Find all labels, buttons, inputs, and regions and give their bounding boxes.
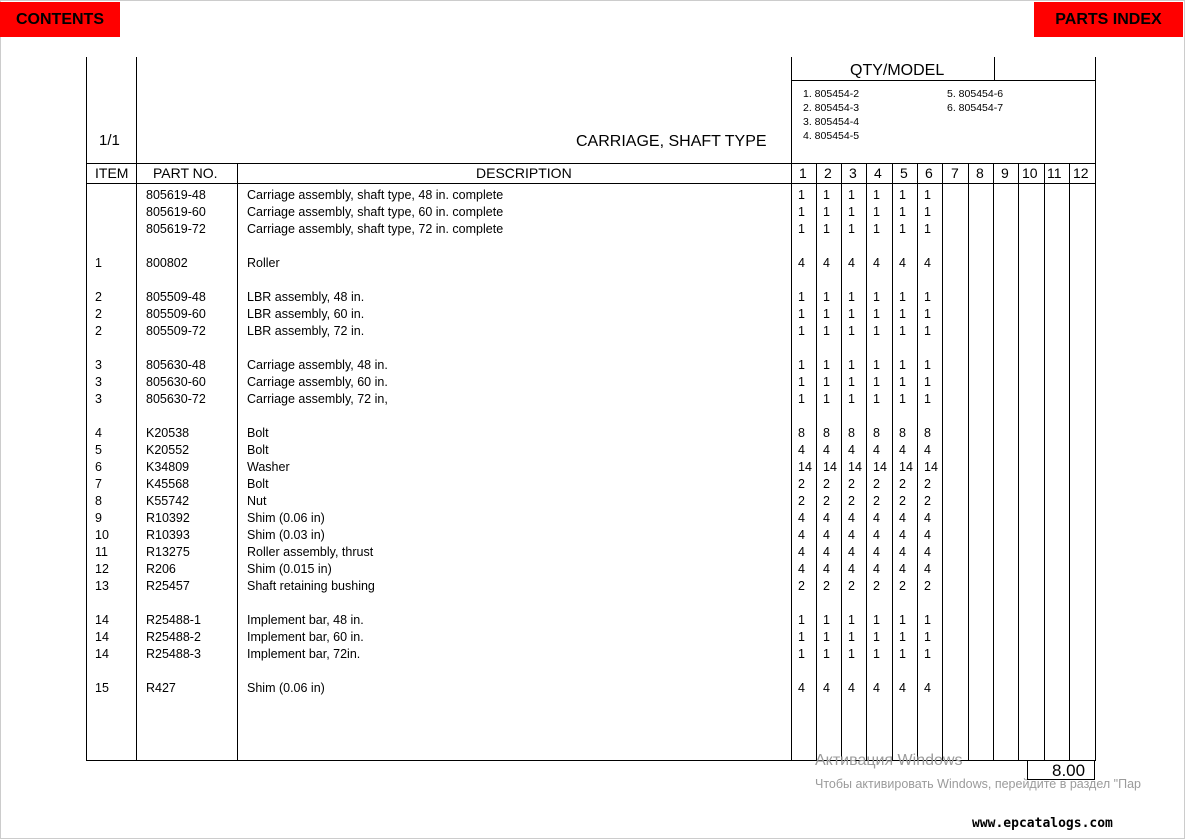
qty-cell: 1 — [873, 307, 880, 321]
item-number-cell: 9 — [95, 511, 102, 525]
description-cell: Shim (0.015 in) — [247, 562, 332, 576]
table-row — [0, 374, 1185, 391]
item-number-cell: 3 — [95, 392, 102, 406]
qty-cell: 1 — [848, 307, 855, 321]
qty-cell: 1 — [873, 392, 880, 406]
qty-cell: 4 — [823, 256, 830, 270]
qty-cell: 8 — [823, 426, 830, 440]
qty-cell: 1 — [823, 205, 830, 219]
qty-cell: 4 — [823, 562, 830, 576]
model-item: 6. 805454-7 — [947, 102, 1004, 114]
site-watermark: www.epcatalogs.com — [972, 816, 1113, 831]
part-number-cell: R10393 — [146, 528, 190, 542]
qty-cell: 1 — [823, 358, 830, 372]
table-row — [0, 187, 1185, 204]
qty-cell: 4 — [924, 256, 931, 270]
qty-cell: 1 — [848, 613, 855, 627]
part-number-cell: R13275 — [146, 545, 190, 559]
qty-cell: 1 — [798, 358, 805, 372]
item-number-cell: 8 — [95, 494, 102, 508]
qty-cell: 2 — [899, 477, 906, 491]
qty-cell: 4 — [798, 562, 805, 576]
qty-cell: 1 — [823, 222, 830, 236]
part-number-cell: 805619-60 — [146, 205, 206, 219]
qty-cell: 1 — [924, 307, 931, 321]
part-number-cell: 805509-60 — [146, 307, 206, 321]
qty-cell: 4 — [848, 545, 855, 559]
col-header-model-12: 12 — [1073, 165, 1089, 181]
table-row — [0, 561, 1185, 578]
qty-cell: 14 — [848, 460, 862, 474]
col-header-model-11: 11 — [1047, 165, 1062, 181]
page-title: CARRIAGE, SHAFT TYPE — [576, 133, 767, 150]
model-list-left — [803, 87, 859, 143]
qty-cell: 1 — [848, 324, 855, 338]
description-cell: LBR assembly, 48 in. — [247, 290, 365, 304]
qty-cell: 1 — [924, 205, 931, 219]
qty-cell: 1 — [899, 205, 906, 219]
qty-cell: 1 — [924, 375, 931, 389]
qty-cell: 4 — [823, 511, 830, 525]
item-number-cell: 11 — [95, 545, 108, 559]
qty-cell: 2 — [924, 477, 931, 491]
qty-cell: 4 — [873, 681, 880, 695]
item-number-cell: 2 — [95, 290, 102, 304]
col-header-model-9: 9 — [1001, 165, 1009, 181]
part-number-cell: K20538 — [146, 426, 190, 440]
qty-cell: 2 — [873, 579, 880, 593]
qty-cell: 8 — [924, 426, 931, 440]
description-cell: Implement bar, 48 in. — [247, 613, 364, 627]
col-header-model-8: 8 — [976, 165, 984, 181]
qty-cell: 1 — [899, 375, 906, 389]
page-indicator: 1/1 — [99, 132, 120, 149]
description-cell: Carriage assembly, 48 in. — [247, 358, 388, 372]
item-number-cell: 6 — [95, 460, 102, 474]
qty-cell: 1 — [798, 290, 805, 304]
qty-cell: 4 — [848, 681, 855, 695]
item-number-cell: 7 — [95, 477, 102, 491]
qty-cell: 1 — [798, 188, 805, 202]
part-number-cell: R25488-3 — [146, 647, 201, 661]
part-number-cell: 805630-60 — [146, 375, 206, 389]
qty-cell: 1 — [873, 613, 880, 627]
item-number-cell: 12 — [95, 562, 109, 576]
qty-cell: 1 — [798, 222, 805, 236]
qty-cell: 4 — [899, 681, 906, 695]
qty-cell: 2 — [823, 579, 830, 593]
col-header-model-6: 6 — [925, 165, 933, 181]
col-header-item: ITEM — [95, 165, 129, 181]
model-item: 5. 805454-6 — [947, 88, 1004, 100]
description-cell: Shim (0.06 in) — [247, 511, 325, 525]
qty-cell: 1 — [899, 392, 906, 406]
model-list-right — [947, 87, 1003, 115]
col-header-model-5: 5 — [900, 165, 908, 181]
qty-cell: 1 — [873, 222, 880, 236]
qty-cell: 1 — [823, 290, 830, 304]
item-number-cell: 5 — [95, 443, 102, 457]
description-cell: Shim (0.06 in) — [247, 681, 325, 695]
part-number-cell: 800802 — [146, 256, 188, 270]
part-number-cell: K45568 — [146, 477, 190, 491]
qty-cell: 1 — [873, 630, 880, 644]
qty-cell: 1 — [924, 630, 931, 644]
qty-cell: 1 — [899, 630, 906, 644]
qty-cell: 1 — [899, 613, 906, 627]
qty-cell: 4 — [848, 511, 855, 525]
table-row — [0, 306, 1185, 323]
qty-cell: 1 — [798, 630, 805, 644]
col-header-model-7: 7 — [951, 165, 959, 181]
qty-cell: 1 — [848, 630, 855, 644]
description-cell: Carriage assembly, shaft type, 48 in. complete — [247, 188, 504, 202]
item-number-cell: 10 — [95, 528, 109, 542]
table-row — [0, 442, 1185, 459]
qty-cell: 1 — [848, 188, 855, 202]
qty-cell: 8 — [899, 426, 906, 440]
qty-cell: 4 — [873, 443, 880, 457]
qty-cell: 1 — [823, 375, 830, 389]
qty-cell: 2 — [798, 579, 805, 593]
description-cell: Roller assembly, thrust — [247, 545, 374, 559]
qty-cell: 1 — [848, 205, 855, 219]
qty-cell: 2 — [823, 494, 830, 508]
activation-watermark-text: Чтобы активировать Windows, перейдите в раздел "Пар — [815, 777, 1141, 791]
qty-cell: 4 — [873, 511, 880, 525]
description-cell: Implement bar, 72in. — [247, 647, 361, 661]
qty-cell: 4 — [899, 528, 906, 542]
qty-cell: 1 — [798, 647, 805, 661]
description-cell: Carriage assembly, 60 in. — [247, 375, 388, 389]
qty-cell: 14 — [924, 460, 938, 474]
table-row — [0, 493, 1185, 510]
item-number-cell: 2 — [95, 307, 102, 321]
page-number: 8.00 — [1052, 761, 1086, 780]
qty-cell: 4 — [899, 443, 906, 457]
description-cell: LBR assembly, 72 in. — [247, 324, 365, 338]
item-number-cell: 13 — [95, 579, 109, 593]
table-row — [0, 204, 1185, 221]
description-cell: Bolt — [247, 443, 269, 457]
activation-watermark-title: Активация Windows — [815, 752, 963, 769]
qty-cell: 1 — [899, 647, 906, 661]
qty-cell: 2 — [899, 579, 906, 593]
item-number-cell: 3 — [95, 358, 102, 372]
table-row — [0, 255, 1185, 272]
description-cell: Carriage assembly, shaft type, 60 in. complete — [247, 205, 504, 219]
qty-cell: 1 — [873, 647, 880, 661]
col-header-model-10: 10 — [1022, 165, 1038, 181]
qty-cell: 1 — [873, 375, 880, 389]
part-number-cell: 805630-48 — [146, 358, 206, 372]
qty-cell: 1 — [823, 324, 830, 338]
qty-cell: 1 — [823, 307, 830, 321]
qty-cell: 14 — [823, 460, 837, 474]
item-number-cell: 15 — [95, 681, 109, 695]
part-number-cell: R25457 — [146, 579, 190, 593]
table-row — [0, 289, 1185, 306]
qty-cell: 4 — [798, 511, 805, 525]
qty-cell: 2 — [899, 494, 906, 508]
qty-cell: 4 — [899, 511, 906, 525]
qty-cell: 1 — [823, 630, 830, 644]
qty-cell: 1 — [798, 392, 805, 406]
part-number-cell: 805509-48 — [146, 290, 206, 304]
part-number-cell: K55742 — [146, 494, 190, 508]
qty-cell: 4 — [798, 256, 805, 270]
table-row — [0, 357, 1185, 374]
part-number-cell: R25488-1 — [146, 613, 201, 627]
qty-cell: 4 — [798, 443, 805, 457]
part-number-cell: K34809 — [146, 460, 190, 474]
qty-cell: 2 — [798, 477, 805, 491]
col-header-description: DESCRIPTION — [476, 165, 572, 181]
qty-cell: 1 — [924, 222, 931, 236]
qty-cell: 2 — [924, 494, 931, 508]
qty-cell: 4 — [899, 545, 906, 559]
item-number-cell: 14 — [95, 647, 109, 661]
qty-cell: 4 — [823, 528, 830, 542]
qty-cell: 8 — [873, 426, 880, 440]
table-row — [0, 612, 1185, 629]
qty-cell: 4 — [924, 443, 931, 457]
qty-cell: 1 — [873, 358, 880, 372]
qty-cell: 4 — [848, 256, 855, 270]
qty-cell: 1 — [798, 613, 805, 627]
qty-cell: 1 — [823, 647, 830, 661]
qty-cell: 4 — [899, 256, 906, 270]
qty-cell: 1 — [899, 324, 906, 338]
qty-cell: 1 — [924, 392, 931, 406]
part-number-cell: 805509-72 — [146, 324, 206, 338]
parts-index-button[interactable]: PARTS INDEX — [1034, 2, 1183, 37]
part-number-cell: R206 — [146, 562, 176, 576]
col-header-model-2: 2 — [824, 165, 832, 181]
table-row — [0, 425, 1185, 442]
qty-cell: 1 — [798, 307, 805, 321]
qty-cell: 2 — [848, 494, 855, 508]
qty-cell: 1 — [848, 290, 855, 304]
qty-cell: 1 — [848, 358, 855, 372]
table-row — [0, 646, 1185, 663]
description-cell: Bolt — [247, 426, 269, 440]
qty-cell: 4 — [848, 528, 855, 542]
qty-model-label: QTY/MODEL — [850, 62, 945, 79]
description-cell: Implement bar, 60 in. — [247, 630, 364, 644]
qty-cell: 2 — [848, 579, 855, 593]
part-number-cell: K20552 — [146, 443, 190, 457]
qty-cell: 4 — [924, 681, 931, 695]
qty-cell: 2 — [924, 579, 931, 593]
qty-cell: 4 — [798, 681, 805, 695]
table-row — [0, 391, 1185, 408]
qty-cell: 1 — [924, 613, 931, 627]
qty-cell: 1 — [848, 222, 855, 236]
description-cell: Bolt — [247, 477, 269, 491]
qty-cell: 4 — [823, 681, 830, 695]
qty-cell: 8 — [848, 426, 855, 440]
qty-cell: 1 — [873, 188, 880, 202]
qty-cell: 1 — [873, 205, 880, 219]
qty-cell: 4 — [873, 256, 880, 270]
qty-cell: 1 — [823, 188, 830, 202]
description-cell: Shim (0.03 in) — [247, 528, 325, 542]
qty-cell: 2 — [873, 494, 880, 508]
table-row — [0, 323, 1185, 340]
item-number-cell: 3 — [95, 375, 102, 389]
qty-cell: 1 — [848, 647, 855, 661]
col-header-model-4: 4 — [874, 165, 882, 181]
description-cell: Roller — [247, 256, 280, 270]
qty-cell: 1 — [899, 307, 906, 321]
qty-cell: 14 — [873, 460, 887, 474]
item-number-cell: 1 — [95, 256, 102, 270]
qty-cell: 1 — [848, 375, 855, 389]
qty-cell: 1 — [924, 324, 931, 338]
qty-cell: 1 — [924, 358, 931, 372]
qty-cell: 4 — [848, 562, 855, 576]
description-cell: Washer — [247, 460, 290, 474]
description-cell: Shaft retaining bushing — [247, 579, 375, 593]
item-number-cell: 14 — [95, 613, 109, 627]
description-cell: Nut — [247, 494, 267, 508]
table-row — [0, 680, 1185, 697]
qty-cell: 1 — [798, 375, 805, 389]
qty-cell: 1 — [899, 188, 906, 202]
qty-cell: 8 — [798, 426, 805, 440]
contents-button[interactable]: CONTENTS — [0, 2, 120, 37]
qty-cell: 4 — [823, 545, 830, 559]
qty-cell: 1 — [873, 290, 880, 304]
qty-cell: 4 — [798, 545, 805, 559]
item-number-cell: 14 — [95, 630, 109, 644]
model-item: 3. 805454-4 — [803, 116, 860, 128]
qty-cell: 1 — [823, 392, 830, 406]
part-number-cell: R427 — [146, 681, 176, 695]
qty-cell: 2 — [823, 477, 830, 491]
table-row — [0, 476, 1185, 493]
description-cell: LBR assembly, 60 in. — [247, 307, 365, 321]
qty-cell: 14 — [798, 460, 812, 474]
item-number-cell: 2 — [95, 324, 102, 338]
qty-cell: 4 — [873, 528, 880, 542]
model-item: 4. 805454-5 — [803, 130, 860, 142]
table-row — [0, 544, 1185, 561]
table-row — [0, 527, 1185, 544]
qty-cell: 1 — [798, 324, 805, 338]
qty-cell: 1 — [823, 613, 830, 627]
qty-cell: 4 — [924, 545, 931, 559]
description-cell: Carriage assembly, shaft type, 72 in. complete — [247, 222, 504, 236]
table-row — [0, 629, 1185, 646]
qty-cell: 2 — [848, 477, 855, 491]
qty-cell: 1 — [873, 324, 880, 338]
item-number-cell: 4 — [95, 426, 102, 440]
qty-cell: 1 — [798, 205, 805, 219]
qty-cell: 2 — [798, 494, 805, 508]
table-row — [0, 510, 1185, 527]
table-row — [0, 221, 1185, 238]
qty-cell: 2 — [873, 477, 880, 491]
qty-cell: 4 — [924, 511, 931, 525]
part-number-cell: R10392 — [146, 511, 190, 525]
qty-cell: 4 — [873, 545, 880, 559]
part-number-cell: 805619-72 — [146, 222, 206, 236]
qty-cell: 1 — [899, 358, 906, 372]
qty-cell: 1 — [924, 188, 931, 202]
description-cell: Carriage assembly, 72 in, — [247, 392, 388, 406]
table-row — [0, 578, 1185, 595]
part-number-cell: 805619-48 — [146, 188, 206, 202]
qty-cell: 4 — [848, 443, 855, 457]
part-number-cell: 805630-72 — [146, 392, 206, 406]
col-header-model-1: 1 — [799, 165, 807, 181]
col-header-model-3: 3 — [849, 165, 857, 181]
qty-cell: 1 — [899, 290, 906, 304]
qty-cell: 4 — [899, 562, 906, 576]
col-header-part-no: PART NO. — [153, 165, 218, 181]
qty-cell: 14 — [899, 460, 913, 474]
qty-cell: 1 — [924, 290, 931, 304]
part-number-cell: R25488-2 — [146, 630, 201, 644]
qty-cell: 4 — [924, 528, 931, 542]
qty-cell: 4 — [924, 562, 931, 576]
qty-cell: 1 — [848, 392, 855, 406]
qty-cell: 4 — [873, 562, 880, 576]
qty-cell: 4 — [823, 443, 830, 457]
model-item: 1. 805454-2 — [803, 88, 860, 100]
table-row — [0, 459, 1185, 476]
qty-cell: 4 — [798, 528, 805, 542]
model-item: 2. 805454-3 — [803, 102, 860, 114]
qty-cell: 1 — [924, 647, 931, 661]
qty-cell: 1 — [899, 222, 906, 236]
